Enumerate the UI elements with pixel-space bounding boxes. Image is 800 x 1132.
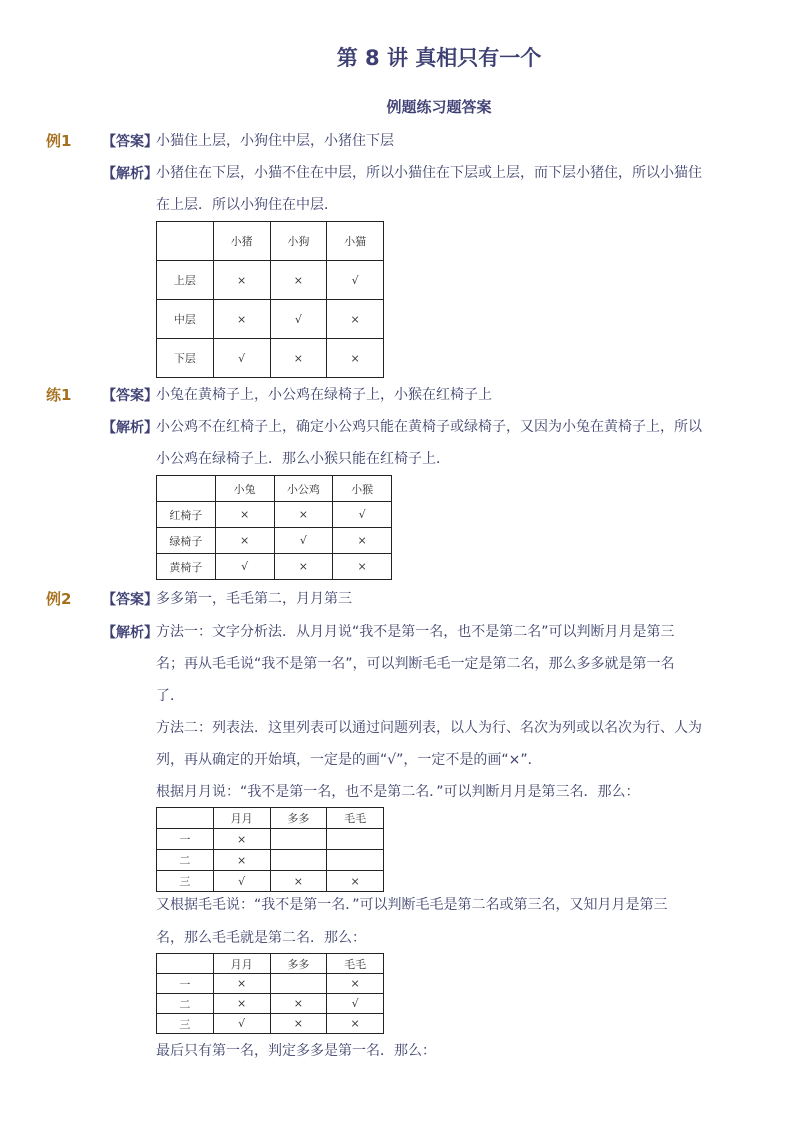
table-cell: × [270, 871, 327, 892]
table-header-cell: 小兔 [215, 476, 274, 502]
table-header-cell: 小猪 [213, 222, 270, 261]
table-cell: √ [213, 871, 270, 892]
table-cell: × [213, 994, 270, 1014]
table-cell [157, 808, 214, 829]
method-1-line: 了． [156, 688, 184, 704]
table-row [157, 554, 392, 580]
table-cell: √ [270, 300, 327, 339]
table-header-cell: 毛毛 [327, 954, 384, 974]
example-1-table [156, 221, 384, 378]
example-2-label: 例2 [46, 590, 72, 608]
table-cell: √ [327, 994, 384, 1014]
rank-table-1 [156, 807, 384, 892]
example-2-analysis-tag: 【解析】 [102, 625, 158, 641]
example-1-label: 例1 [46, 132, 72, 150]
table-row [157, 994, 384, 1014]
row-label: 二 [157, 994, 214, 1014]
row-label: 黄椅子 [157, 554, 216, 580]
table-cell: × [327, 871, 384, 892]
table-row [157, 528, 392, 554]
table-row [157, 829, 384, 850]
row-label: 一 [157, 829, 214, 850]
table-cell [270, 974, 327, 994]
table-header-cell: 小猴 [333, 476, 392, 502]
table-header-cell: 月月 [213, 808, 270, 829]
table-cell: √ [213, 339, 270, 378]
example-2-answer-tag: 【答案】 [102, 592, 158, 608]
table-cell: √ [333, 502, 392, 528]
table-cell: × [213, 974, 270, 994]
table-cell: √ [327, 261, 384, 300]
example-1-answer-tag: 【答案】 [102, 134, 158, 150]
practice-1-analysis-tag: 【解析】 [102, 420, 158, 436]
table-cell [270, 829, 327, 850]
table-cell: × [274, 502, 333, 528]
table-row [157, 974, 384, 994]
table-cell: × [270, 1014, 327, 1034]
table-cell [157, 954, 214, 974]
example-1-analysis-line: 在上层．所以小狗住在中层． [156, 197, 338, 213]
table-row [157, 871, 384, 892]
table-header-cell: 月月 [213, 954, 270, 974]
table-row [157, 300, 384, 339]
table-cell: × [213, 300, 270, 339]
table-header-cell: 小狗 [270, 222, 327, 261]
method-1-line: 方法一：文字分析法．从月月说“我不是第一名，也不是第二名”可以判断月月是第三 [156, 624, 675, 640]
table-cell: × [270, 339, 327, 378]
table-cell: × [327, 339, 384, 378]
table-row [157, 1014, 384, 1034]
method-1-line: 名；再从毛毛说“我不是第一名”，可以判断毛毛一定是第二名，那么多多就是第一名 [156, 656, 675, 672]
table-cell [270, 850, 327, 871]
table-cell [327, 829, 384, 850]
table-cell: × [327, 300, 384, 339]
table-header-cell: 毛毛 [327, 808, 384, 829]
example-1-analysis-tag: 【解析】 [102, 166, 158, 182]
table-cell: √ [213, 1014, 270, 1034]
table-cell: × [274, 554, 333, 580]
table-header-cell: 多多 [270, 954, 327, 974]
row-label: 上层 [157, 261, 214, 300]
table-cell: × [270, 994, 327, 1014]
section-subtitle: 例题练习题答案 [386, 98, 492, 116]
step-1-text: 根据月月说：“我不是第一名，也不是第二名．”可以判断月月是第三名．那么： [156, 784, 640, 800]
row-label: 二 [157, 850, 214, 871]
method-2-line: 方法二：列表法．这里列表可以通过问题列表，以人为行、名次为列或以名次为行、人为 [156, 720, 702, 736]
table-cell: × [333, 528, 392, 554]
practice-1-table [156, 475, 392, 580]
table-cell: √ [215, 554, 274, 580]
example-2-answer-text: 多多第一，毛毛第二，月月第三 [156, 591, 352, 607]
practice-1-answer-text: 小兔在黄椅子上，小公鸡在绿椅子上，小猴在红椅子上 [156, 387, 492, 403]
row-label: 下层 [157, 339, 214, 378]
table-cell: × [213, 850, 270, 871]
table-cell [157, 222, 214, 261]
rank-table-2 [156, 953, 384, 1034]
table-cell: × [215, 502, 274, 528]
step-3-text: 最后只有第一名，判定多多是第一名．那么： [156, 1043, 436, 1059]
table-cell: × [270, 261, 327, 300]
step-2-line: 名，那么毛毛就是第二名．那么： [156, 930, 366, 946]
table-cell: × [215, 528, 274, 554]
practice-1-analysis-line: 小公鸡在绿椅子上．那么小猴只能在红椅子上． [156, 451, 450, 467]
row-label: 一 [157, 974, 214, 994]
table-cell: × [213, 261, 270, 300]
example-1-analysis-line: 小猪住在下层，小猫不住在中层，所以小猫住在下层或上层，而下层小猪住，所以小猫住 [156, 165, 702, 181]
practice-1-analysis-line: 小公鸡不在红椅子上，确定小公鸡只能在黄椅子或绿椅子，又因为小兔在黄椅子上，所以 [156, 419, 702, 435]
method-2-line: 列，再从确定的开始填，一定是的画“√”，一定不是的画“×”． [156, 752, 542, 768]
row-label: 绿椅子 [157, 528, 216, 554]
table-row [157, 850, 384, 871]
practice-1-answer-tag: 【答案】 [102, 388, 158, 404]
table-cell: × [327, 974, 384, 994]
table-header-cell: 小公鸡 [274, 476, 333, 502]
row-label: 中层 [157, 300, 214, 339]
table-row [157, 339, 384, 378]
practice-1-label: 练1 [46, 386, 72, 404]
table-header-cell: 小猫 [327, 222, 384, 261]
table-cell: √ [274, 528, 333, 554]
row-label: 三 [157, 1014, 214, 1034]
page-title: 第 8 讲 真相只有一个 [336, 46, 542, 70]
table-header-cell: 多多 [270, 808, 327, 829]
example-1-answer-text: 小猫住上层，小狗住中层，小猪住下层 [156, 133, 394, 149]
table-cell: × [333, 554, 392, 580]
table-cell [157, 476, 216, 502]
table-cell [327, 850, 384, 871]
row-label: 红椅子 [157, 502, 216, 528]
table-row [157, 502, 392, 528]
table-cell: × [327, 1014, 384, 1034]
step-2-line: 又根据毛毛说：“我不是第一名．”可以判断毛毛是第二名或第三名，又知月月是第三 [156, 897, 668, 913]
table-cell: × [213, 829, 270, 850]
row-label: 三 [157, 871, 214, 892]
table-row [157, 261, 384, 300]
